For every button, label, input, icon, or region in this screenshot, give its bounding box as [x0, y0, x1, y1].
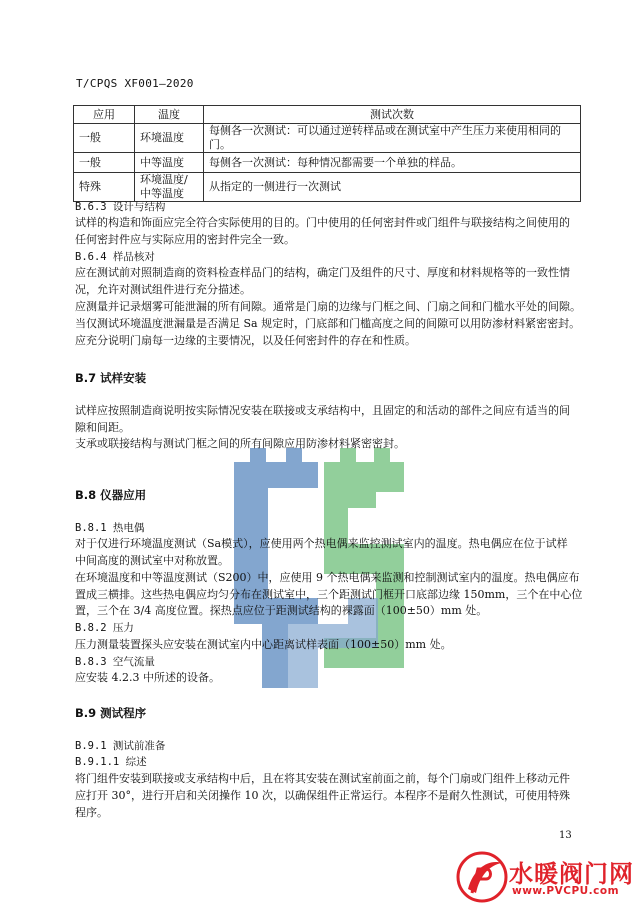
standard-code: T/CPQS XF001—2020 [76, 77, 194, 90]
section-heading-b9: B.9 测试程序 [75, 706, 147, 720]
site-logo-text: 水暖阀门网 [509, 860, 634, 888]
clause-heading-b64: B.6.4 样品核对 [75, 251, 155, 263]
page-number: 13 [559, 830, 572, 841]
table-header: 应用 [74, 106, 135, 124]
castle-cps-watermark-icon [228, 448, 410, 688]
paragraph-line: 况，允许对测试组件进行充分描述。 [75, 283, 251, 296]
table-row [74, 153, 581, 173]
table-cell: 每侧各一次测试：可以通过逆转样品或在测试室中产生压力来使用相同的门。 [204, 124, 581, 153]
table-header: 测试次数 [204, 106, 581, 124]
clause-heading-b63: B.6.3 设计与结构 [75, 201, 166, 213]
table-cell: 中等温度 [135, 153, 204, 173]
paragraph-line: 将门组件安装到联接或支承结构中后，且在将其安装在测试室前面之前，每个门扇或门组件上移动元件 [75, 772, 570, 785]
test-count-table [73, 105, 581, 202]
paragraph-line: 置成三横排。这些热电偶应均匀分布在测试室中，三个距测试门框开口底部边缘 150mm，三个在中心位 [75, 588, 583, 601]
table-cell [135, 173, 204, 202]
pv-swirl-logo-icon [456, 849, 510, 905]
clause-heading-b81: B.8.1 热电偶 [75, 522, 145, 534]
table-cell: 每侧各一次测试：每种情况都需要一个单独的样品。 [204, 153, 581, 173]
table-header-row [74, 106, 581, 124]
table-cell: 特殊 [74, 173, 135, 202]
paragraph-line: 应打开 30°，进行开启和关闭操作 10 次，以确保组件正常运行。本程序不是耐久性测试，可使用特殊 [75, 789, 570, 802]
table-cell-line: 环境温度/ [140, 173, 188, 186]
paragraph-line: 在环境温度和中等温度测试（S200）中，应使用 9 个热电偶来监测和控制测试室内的温度。热电偶应布 [75, 571, 580, 584]
table-row [74, 124, 581, 153]
table-row [74, 173, 581, 202]
table-cell: 一般 [74, 124, 135, 153]
clause-heading-b91: B.9.1 测试前准备 [75, 740, 166, 752]
paragraph-line: 置，三个在 3/4 高度位置。探热点应位于距测试结构的裸露面（100±50）mm 处。 [75, 604, 488, 617]
paragraph-line: 应安装 4.2.3 中所述的设备。 [75, 671, 220, 684]
site-logo-url[interactable]: www.PVCPU.com [512, 885, 620, 897]
table-header: 温度 [135, 106, 204, 124]
site-logo[interactable] [456, 849, 636, 905]
paragraph-line: 中间高度的测试室中对称放置。 [75, 554, 229, 567]
clause-heading-b83: B.8.3 空气流量 [75, 656, 155, 668]
paragraph-line: 任何密封件应与实际应用的密封件完全一致。 [75, 233, 295, 246]
paragraph-line: 隙和间距。 [75, 421, 130, 434]
table-cell: 一般 [74, 153, 135, 173]
table-cell-line: 中等温度 [140, 187, 184, 200]
clause-heading-b82: B.8.2 压力 [75, 622, 134, 634]
paragraph-line: 支承或联接结构与测试门框之间的所有间隙应用防渗材料紧密密封。 [75, 437, 405, 450]
paragraph-line: 压力测量装置探头应安装在测试室内中心距离试样表面（100±50）mm 处。 [75, 638, 452, 651]
paragraph-line: 当仅测试环境温度泄漏量是否满足 Sa 规定时，门底部和门槛高度之间的间隙可以用防渗材料紧密密封。 [75, 317, 581, 330]
paragraph-line: 应测量并记录烟雾可能泄漏的所有间隙。通常是门扇的边缘与门框之间、门扇之间和门槛水平处的间隙。 [75, 300, 581, 313]
table-cell: 从指定的一侧进行一次测试 [204, 173, 581, 202]
paragraph-line: 应充分说明门扇每一边缘的主要情况，以及任何密封件的存在和性质。 [75, 334, 416, 347]
paragraph-line: 试样的构造和饰面应完全符合实际使用的目的。门中使用的任何密封件或门组件与联接结构之间使用的 [75, 216, 570, 229]
clause-heading-b911: B.9.1.1 综述 [75, 756, 147, 768]
paragraph-line: 试样应按照制造商说明按实际情况安装在联接或支承结构中，且固定的和活动的部件之间应有适当的间 [75, 404, 570, 417]
paragraph-line: 对于仅进行环境温度测试（Sa模式），应使用两个热电偶来监控测试室内的温度。热电偶应在位于试样 [75, 537, 568, 550]
table-cell: 环境温度 [135, 124, 204, 153]
section-heading-b8: B.8 仪器应用 [75, 488, 147, 502]
section-heading-b7: B.7 试样安装 [75, 371, 147, 385]
paragraph-line: 应在测试前对照制造商的资料检查样品门的结构，确定门及组件的尺寸、厚度和材料规格等的一致性情 [75, 266, 570, 279]
paragraph-line: 程序。 [75, 806, 108, 819]
